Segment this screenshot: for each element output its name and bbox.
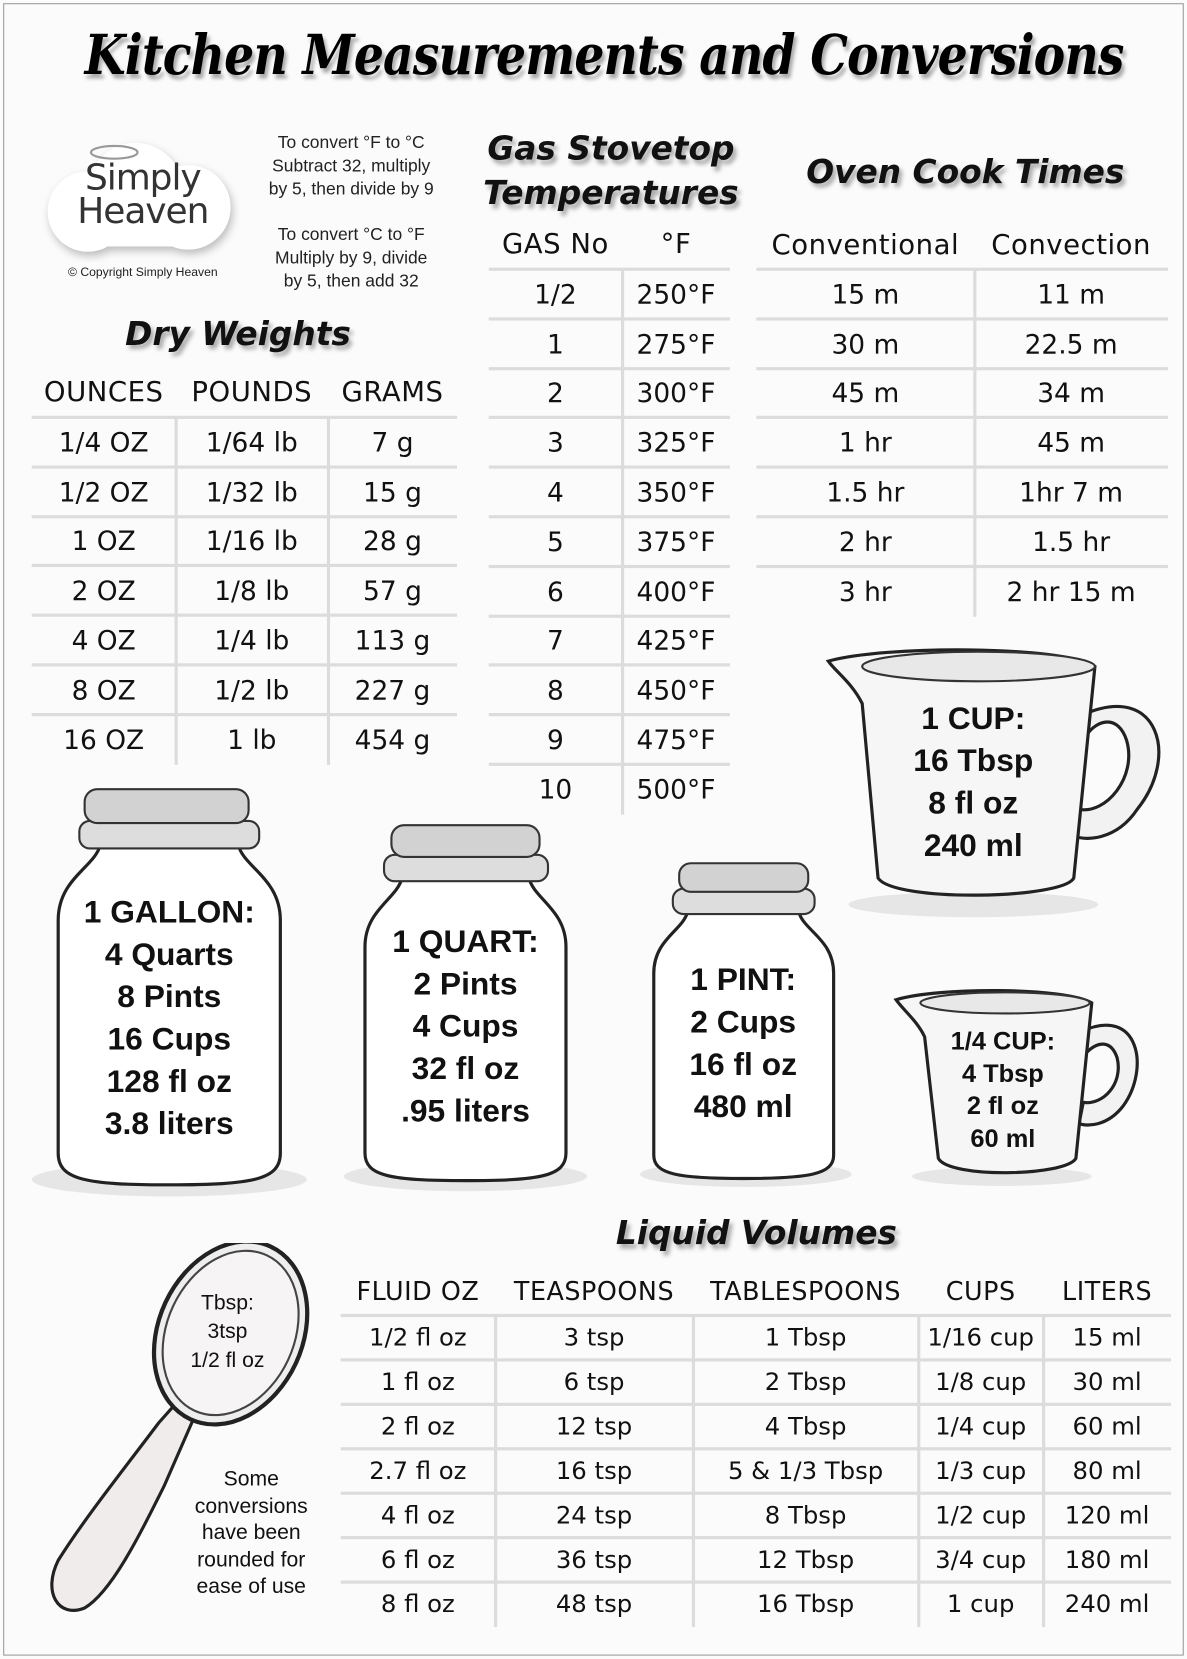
gallon-line: 16 Cups	[107, 1021, 232, 1057]
table-cell: 1/16 lb	[205, 526, 298, 557]
note-line: Some	[223, 1467, 279, 1491]
c-to-f-line-1: Multiply by 9, divide	[275, 248, 428, 268]
table-cell: 425°F	[636, 625, 716, 657]
note-line: have been	[201, 1521, 301, 1545]
table-cell: 1 hr	[838, 427, 892, 459]
column-header: °F	[660, 228, 692, 261]
table-cell: 1/4 lb	[214, 625, 290, 656]
note-line: conversions	[194, 1494, 308, 1518]
quart-line: .95 liters	[401, 1093, 530, 1129]
table-cell: 350°F	[636, 477, 716, 508]
table-cell: 5	[546, 526, 564, 558]
page-title: Kitchen Measurements and Conversions	[84, 23, 1124, 88]
table-cell: 8 fl oz	[380, 1591, 455, 1619]
table-cell: 15 m	[831, 279, 900, 310]
table-cell: 8 OZ	[71, 674, 136, 706]
table-cell: 30 ml	[1072, 1368, 1142, 1397]
table-cell: 10	[538, 774, 573, 805]
table-cell: 120 ml	[1064, 1502, 1150, 1530]
cup-line: 8 fl oz	[928, 786, 1019, 821]
cup-label	[878, 698, 1068, 867]
table-cell: 1	[546, 328, 564, 360]
table-cell: 16 tsp	[555, 1457, 633, 1486]
table-cell: 1/2	[534, 279, 577, 310]
table-cell: 1 cup	[946, 1591, 1015, 1619]
quart-line: 1 QUART:	[392, 924, 539, 960]
table-cell: 475°F	[636, 724, 716, 756]
gallon-line: 4 Quarts	[104, 937, 234, 973]
column-divider	[692, 1316, 695, 1627]
column-header: CUPS	[945, 1276, 1016, 1307]
quarter-cup-line: 60 ml	[970, 1124, 1036, 1153]
column-divider	[917, 1316, 920, 1627]
table-cell: 1/2 lb	[214, 674, 290, 706]
table-cell: 6	[546, 576, 564, 607]
pint-label	[645, 960, 841, 1129]
table-cell: 454 g	[354, 724, 431, 756]
cup-line: 16 Tbsp	[913, 743, 1034, 779]
table-cell: 22.5 m	[1024, 328, 1118, 360]
table-cell: 12 tsp	[555, 1413, 633, 1441]
liquid-heading: Liquid Volumes	[615, 1214, 897, 1253]
table-cell: 4	[546, 477, 564, 508]
table-cell: 60 ml	[1072, 1413, 1142, 1441]
table-cell: 15 ml	[1072, 1324, 1142, 1352]
page-title-wrap	[0, 23, 1187, 97]
column-header: Convection	[991, 229, 1152, 262]
table-cell: 275°F	[636, 328, 716, 360]
table-cell: 1/3 cup	[935, 1457, 1027, 1486]
table-cell: 3	[546, 427, 564, 459]
table-cell: 4 Tbsp	[764, 1413, 847, 1441]
table-cell: 1 Tbsp	[764, 1324, 847, 1352]
table-cell: 12 Tbsp	[757, 1546, 855, 1575]
table-cell: 1/32 lb	[205, 476, 298, 508]
pint-line: 1 PINT:	[690, 962, 797, 998]
table-cell: 8 Tbsp	[764, 1502, 847, 1530]
f-to-c-line-2: by 5, then divide by 9	[268, 179, 434, 199]
quarter-cup-line: 1/4 CUP:	[950, 1027, 1056, 1056]
table-cell: 325°F	[636, 427, 716, 459]
column-header: LITERS	[1062, 1276, 1153, 1307]
spoon-label	[169, 1290, 285, 1376]
table-cell: 45 m	[1037, 427, 1106, 459]
table-cell: 3 hr	[838, 576, 892, 607]
f-to-c-title: To convert °F to °C	[277, 133, 425, 153]
column-header: OUNCES	[43, 376, 164, 409]
table-cell: 113 g	[354, 625, 431, 656]
cup-line: 240 ml	[923, 828, 1023, 864]
rounding-note	[180, 1466, 323, 1601]
pint-line: 16 fl oz	[689, 1047, 797, 1083]
table-cell: 48 tsp	[555, 1591, 633, 1619]
pint-line: 2 Cups	[690, 1005, 797, 1040]
table-cell: 2 Tbsp	[764, 1368, 847, 1397]
quarter-cup-label	[918, 1026, 1087, 1155]
gas-heading-line-2: Temperatures	[483, 174, 739, 213]
table-cell: 45 m	[831, 378, 900, 409]
c-to-f-title: To convert °C to °F	[277, 225, 425, 245]
table-cell: 1 OZ	[71, 526, 136, 557]
copyright: © Copyright Simply Heaven	[68, 266, 218, 280]
oven-heading: Oven Cook Times	[806, 153, 1125, 192]
table-cell: 9	[546, 724, 564, 756]
table-cell: 34 m	[1037, 378, 1106, 409]
column-header: FLUID OZ	[356, 1276, 480, 1307]
column-header: GRAMS	[341, 376, 444, 409]
column-header: POUNDS	[191, 376, 313, 409]
table-cell: 2 hr 15 m	[1006, 576, 1136, 607]
table-cell: 36 tsp	[555, 1546, 633, 1575]
table-cell: 57 g	[363, 575, 422, 607]
table-cell: 7 g	[371, 427, 414, 458]
table-cell: 4 OZ	[71, 625, 136, 656]
column-header: TEASPOONS	[513, 1276, 675, 1307]
column-divider	[1042, 1316, 1045, 1627]
column-header: Conventional	[771, 229, 960, 262]
gas-heading	[465, 127, 756, 216]
table-cell: 500°F	[636, 774, 716, 805]
table-cell: 7	[546, 625, 564, 657]
temperature-conversion-notes	[245, 131, 457, 293]
table-cell: 1/64 lb	[205, 427, 298, 458]
table-cell: 16 OZ	[63, 724, 145, 756]
table-cell: 80 ml	[1072, 1457, 1142, 1486]
table-cell: 240 ml	[1064, 1591, 1150, 1619]
table-cell: 8	[546, 675, 564, 706]
table-cell: 2.7 fl oz	[369, 1457, 467, 1486]
table-cell: 1/4 OZ	[58, 427, 149, 458]
gas-heading-line-1: Gas Stovetop	[487, 130, 735, 169]
table-cell: 1hr 7 m	[1019, 477, 1124, 508]
f-to-c-line-1: Subtract 32, multiply	[272, 156, 431, 176]
table-cell: 1/2 cup	[935, 1502, 1027, 1530]
table-cell: 300°F	[636, 378, 716, 409]
table-cell: 4 fl oz	[380, 1502, 455, 1530]
logo-line-1: Simply	[84, 156, 201, 199]
logo-line-2: Heaven	[77, 190, 209, 233]
table-cell: 1/16 cup	[927, 1324, 1034, 1352]
table-cell: 2 hr	[838, 526, 892, 558]
table-cell: 375°F	[636, 526, 716, 558]
spoon-line: Tbsp:	[200, 1291, 254, 1315]
column-divider	[621, 270, 624, 815]
table-cell: 1 lb	[227, 724, 277, 756]
table-cell: 1.5 hr	[826, 477, 905, 508]
column-divider	[327, 418, 330, 765]
quart-line: 32 fl oz	[411, 1051, 520, 1087]
table-cell: 24 tsp	[555, 1502, 633, 1530]
quart-line: 2 Pints	[413, 966, 518, 1002]
spoon-line: 3tsp	[207, 1320, 248, 1344]
column-divider	[973, 270, 976, 617]
table-cell: 1/4 cup	[935, 1413, 1027, 1441]
logo-text	[63, 156, 222, 233]
table-cell: 16 Tbsp	[757, 1591, 855, 1619]
quarter-cup-line: 4 Tbsp	[961, 1059, 1044, 1089]
table-cell: 2 fl oz	[380, 1413, 455, 1441]
column-divider	[494, 1316, 497, 1627]
gallon-line: 128 fl oz	[106, 1064, 232, 1100]
table-cell: 1/8 lb	[214, 575, 290, 607]
table-cell: 1/8 cup	[935, 1368, 1027, 1397]
pint-line: 480 ml	[693, 1089, 793, 1125]
table-cell: 1.5 hr	[1032, 526, 1111, 558]
quarter-cup-line: 2 fl oz	[966, 1091, 1039, 1121]
table-cell: 2	[546, 378, 564, 409]
note-line: rounded for	[197, 1548, 306, 1572]
table-cell: 30 m	[831, 328, 900, 360]
spoon-line: 1/2 fl oz	[190, 1348, 265, 1373]
table-cell: 15 g	[363, 476, 422, 508]
gallon-line: 3.8 liters	[104, 1106, 234, 1142]
table-cell: 28 g	[363, 526, 422, 557]
cup-line: 1 CUP:	[921, 701, 1026, 737]
column-divider	[175, 418, 178, 765]
table-cell: 3/4 cup	[935, 1546, 1027, 1575]
quart-line: 4 Cups	[412, 1009, 519, 1045]
column-header: TABLESPOONS	[710, 1276, 902, 1307]
table-cell: 250°F	[636, 279, 716, 310]
column-header: GAS No	[501, 228, 609, 261]
gallon-line: 8 Pints	[117, 979, 222, 1015]
table-cell: 5 & 1/3 Tbsp	[727, 1457, 884, 1486]
table-cell: 3 tsp	[563, 1324, 625, 1352]
c-to-f-line-2: by 5, then add 32	[283, 271, 419, 291]
table-cell: 450°F	[636, 675, 716, 706]
gallon-label	[53, 892, 286, 1146]
quart-label	[360, 921, 572, 1133]
table-cell: 1 fl oz	[380, 1368, 455, 1397]
note-line: ease of use	[196, 1575, 306, 1599]
table-cell: 180 ml	[1064, 1546, 1150, 1575]
table-cell: 1/2 fl oz	[369, 1324, 467, 1352]
dry-weights-heading: Dry Weights	[125, 315, 351, 354]
table-cell: 400°F	[636, 576, 716, 607]
table-cell: 11 m	[1037, 279, 1106, 310]
table-cell: 1/2 OZ	[58, 476, 149, 508]
table-cell: 6 tsp	[563, 1368, 625, 1397]
table-cell: 227 g	[354, 674, 431, 706]
gallon-line: 1 GALLON:	[83, 894, 255, 930]
table-cell: 2 OZ	[71, 575, 136, 607]
table-cell: 6 fl oz	[380, 1546, 455, 1575]
